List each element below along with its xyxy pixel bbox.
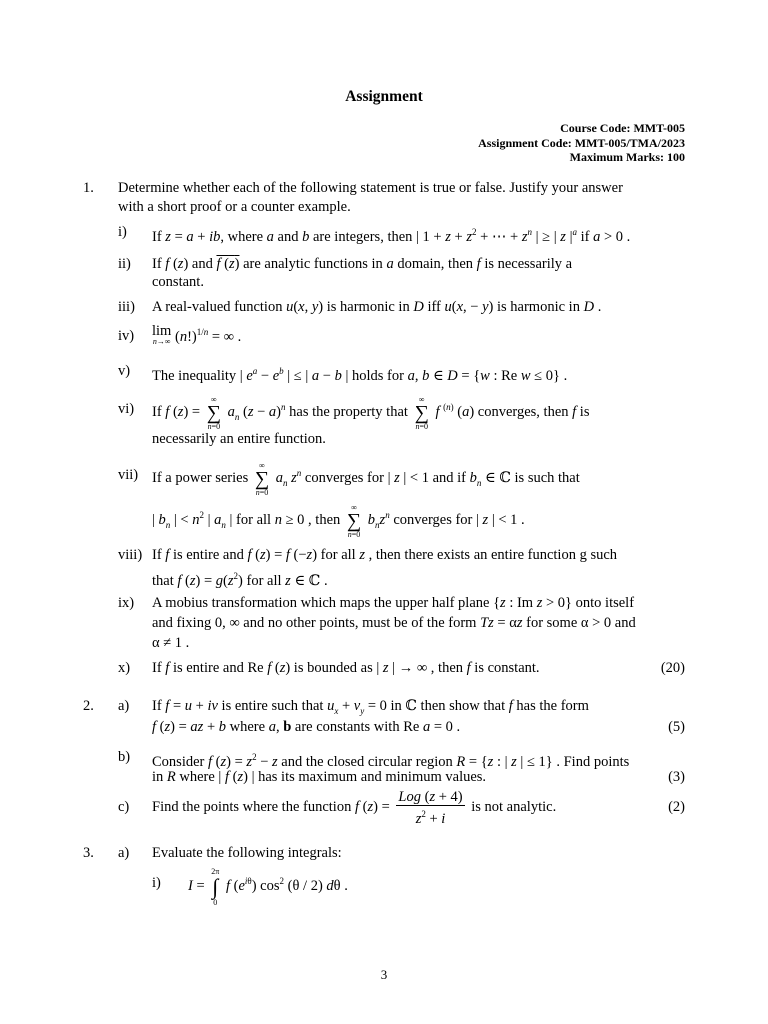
assignment-code: Assignment Code: MMT-005/TMA/2023 xyxy=(478,135,685,150)
item-vii-text-line-2: | $b_n$ | < $n^2$ | $a_n$ | for all n ≥ 0 , then ∞ ∑ n=0 $b_nz^n$ converges for | z | < 1 . xyxy=(152,502,525,539)
item-ix-text-line-2: and fixing 0, ∞ and no other points, must be of the form Tz = αz for some α > 0 and xyxy=(152,615,636,631)
part-label: a) xyxy=(118,845,130,861)
item-label: i) xyxy=(152,875,161,891)
item-i-text: If z = a + ib, where a and b are integers, then | $1 + z + z^2$ + ⋯ + $z^n$ | ≥ | z $|^a$ if a > 0 . xyxy=(152,227,631,245)
item-x-text: If f is entire and Re f (z) is bounded as | z | → ∞ , then f is constant. xyxy=(152,660,540,676)
item-vi-text-line-2: necessarily an entire function. xyxy=(152,431,326,447)
item-label: i) xyxy=(118,224,127,240)
item-vii-text: If a power series ∞ ∑ n=0 $a_n$ $z^n$ converges for | z | < 1 and if $b_n$ ∈ ℂ is such that xyxy=(152,460,580,497)
item-ii-text: If f (z) and f (z) are analytic functions in a domain, then f is necessarily a xyxy=(152,256,573,272)
marks-q2-b: (3) xyxy=(668,769,685,785)
assignment-meta xyxy=(478,121,685,165)
item-label: ix) xyxy=(118,595,135,611)
sum-symbol: ∞ ∑ n=0 xyxy=(254,460,270,497)
item-label: iii) xyxy=(118,299,135,315)
fraction: $\frac{\text{Log (z + 4)}}{z^2 + i}$ xyxy=(398,789,463,827)
item-vi-text: If f (z) = ∞ ∑ n=0 $a_n$ $(z - a)^n$ has the property that ∞ ∑ n=0 f $^{(n)}$ (a) converges, then f is xyxy=(152,394,590,431)
page-title: Assignment xyxy=(345,88,423,105)
q2-b-text-line-2: in R where | f (z) | has its maximum and minimum values. xyxy=(152,769,487,785)
part-label: c) xyxy=(118,799,130,815)
item-label: vi) xyxy=(118,401,135,417)
part-label: b) xyxy=(118,749,131,765)
marks-q2-a: (5) xyxy=(668,719,685,735)
item-viii-text-line-2: that f $(z) = g(z^2)$ for all z ∈ ℂ . xyxy=(152,571,328,589)
page-number: 3 xyxy=(380,967,388,982)
item-viii-text: If f is entire and f (z) = f (−z) for all z , then there exists an entire function g such xyxy=(152,547,618,563)
question-number: 1. xyxy=(83,180,94,196)
question-1-intro-line-2: with a short proof or a counter example. xyxy=(118,199,351,215)
item-ix-text-line-3: α ≠ 1 . xyxy=(152,635,190,651)
maximum-marks: Maximum Marks: 100 xyxy=(569,150,685,164)
q2-b-text: Consider f $(z) = z^2 - z$ and the closed circular region R = {z : | z | ≤ 1} . Find points xyxy=(152,752,630,770)
item-label: v) xyxy=(118,363,131,379)
q3-a-text: Evaluate the following integrals: xyxy=(152,845,342,861)
marks-q2-c: (2) xyxy=(668,799,685,815)
course-code: Course Code: MMT-005 xyxy=(560,121,685,135)
item-iii-text: A real-valued function u(x, y) is harmonic in D iff u(x, − y) is harmonic in D . xyxy=(152,299,602,315)
marks-question-1: (20) xyxy=(660,660,685,676)
item-label: iv) xyxy=(118,328,135,344)
question-1-intro-line-1: Determine whether each of the following statement is true or false. Justify your answer xyxy=(118,180,623,196)
item-v-text: The inequality | $e^a - e^b$ | ≤ | a − b | holds for a, b ∈ D = {w : Re w ≤ 0} . xyxy=(152,366,568,384)
question-number: 3. xyxy=(83,845,94,861)
item-iv-text: lim n→∞ $(n!)^{1/n}$ = ∞ . xyxy=(152,323,242,346)
part-label: a) xyxy=(118,698,130,714)
q2-a-text-line-2: f (z) = az + b where a, b are constants with Re a = 0 . xyxy=(152,719,461,735)
sum-symbol: ∞ ∑ n=0 xyxy=(206,394,221,431)
item-label: x) xyxy=(118,660,131,676)
item-label: vii) xyxy=(118,467,139,483)
q3-i-integral: I = 2π ∫ 0 f $(e^{i\theta})$ $\cos^2 (\theta / 2)$ dθ . xyxy=(188,866,348,907)
item-ix-text: A mobius transformation which maps the upper half plane {z : Im z > 0} onto itself xyxy=(152,595,635,611)
integral-symbol: 2π ∫ 0 xyxy=(211,866,220,907)
item-ii-text-line-2: constant. xyxy=(152,274,204,290)
item-label: viii) xyxy=(118,547,143,563)
question-number: 2. xyxy=(83,698,94,714)
q2-a-text: If f = u + iv is entire such that $u_x + v_y = 0$ in ℂ then show that f has the form xyxy=(152,698,589,716)
sum-symbol: ∞ ∑ n=0 xyxy=(346,502,362,539)
q2-c-text: Find the points where the function f (z) = $\frac{\text{Log (z + 4)}}{z^2 + i}$ is not analytic. xyxy=(152,789,557,827)
sum-symbol: ∞ ∑ n=0 xyxy=(414,394,429,431)
item-label: ii) xyxy=(118,256,131,272)
